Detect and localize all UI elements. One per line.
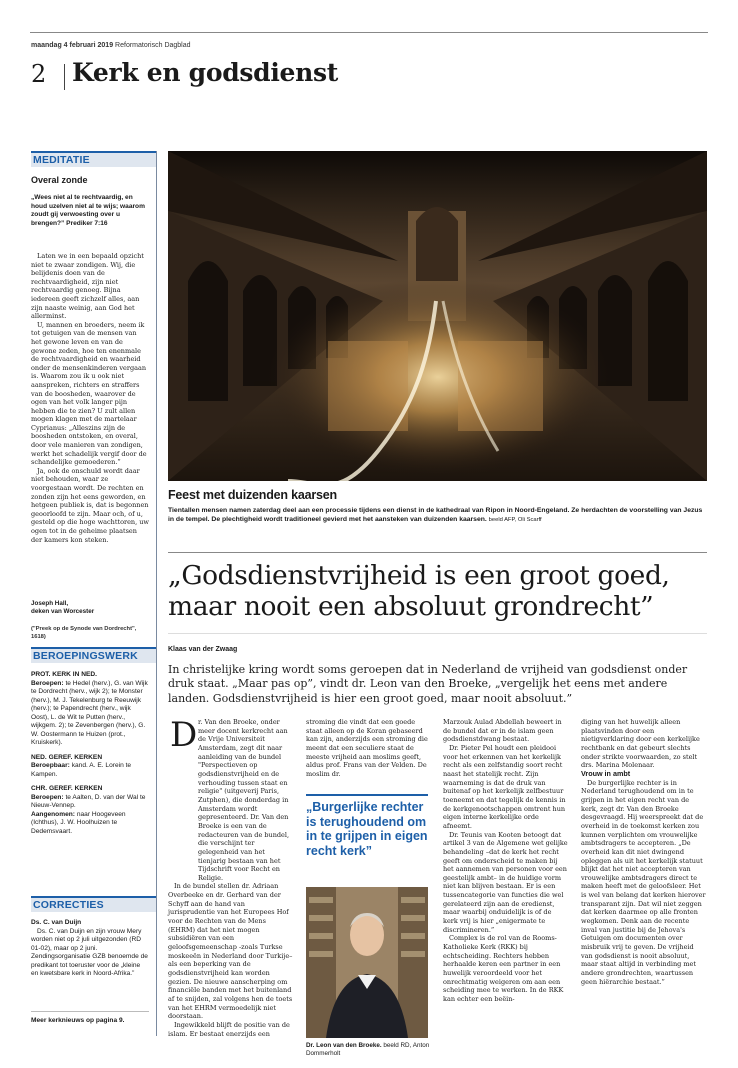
signature-role: deken van Worcester xyxy=(31,608,95,616)
dropcap: D xyxy=(170,715,198,755)
sidebar xyxy=(31,151,157,1036)
paragraph: stroming die vindt dat een goede staat alleen op de Koran gebaseerd kan zijn, anderzijds een stroming die meent dat een seculiere staat de meeste vrijheid aan moslims geeft, aldus prof. Frans van der Velden. De moslim dr. xyxy=(306,718,428,778)
portrait-credit: beeld RD, Anton Dommerholt xyxy=(306,1042,430,1057)
paragraph: De burgerlijke rechter is in Nederland terughoudend om in te grijpen in het eigen recht van de kerk, zegt dr. Van den Broeke desgevraagd. Hij weerspreekt dat de overheid in de toekomst kerken zou kunnen verplichten om vrouwelijke ambtsdragers te accepteren. „De overheid kan dit niet dwingend opleggen als uit het kerkelijk statuut blijkt dat het niet accepteren van vrouwelijke ambtsdragers direct te maken heeft met de geloofsleer. Het is wel van belang dat kerken hierover transparant zijn. Dat wil niet zeggen dat kerken daarmee op alle fronten wegkomen. Denk aan de recente inval van justitie bij de Jehova's Getuigen om documenten over misbruik vrij te geven. De vrijheid van godsdienst is nooit absoluut, maar staat altijd in verbinding met andere grondrechten, waartussen geen hiërarchie bestaat.” xyxy=(581,778,706,986)
correction-text: Ds. C. van Duijn en zijn vrouw Mery worden niet op 2 juli uitgezonden (RD 01-02), maar op 2 juni. Zendingsorganisatie GZB benoemde de predikant tot toeruster voor de „kleine en kwetsbare kerk in Noord-Afrika.” xyxy=(31,927,148,977)
byline: Klaas van der Zwaag xyxy=(168,646,238,653)
cathedral-photo-illustration xyxy=(168,151,707,481)
meditatie-paragraph: Ja, ook de onschuld wordt daar niet behouden, waar ze voorgestaan wordt. De rechten en zonden zijn het eens geworden, en hetgeen publiek is, dat is begonnen geoorloofd te zijn. Maar och, of u, gesteld op die hoge wachttoren, uw ogen tot in de geheime plaatsen der kamers kon steken. xyxy=(31,466,149,544)
meditatie-paragraph: Laten we in een bepaald opzicht niet te zwaar zondigen. Wij, die belijdenis doen van de rechtvaardigheid, zijn niet rechtvaardig genoeg. Bijna iedereen geeft zichzelf alles, aan zijn naaste weinig, aan God het allerminst. xyxy=(31,252,144,321)
column-3 xyxy=(443,718,568,1004)
paragraph: Marzouk Aulad Abdellah beweert in de bundel dat er in de islam geen godsdienstdwang bestaat. xyxy=(443,718,562,744)
column-2 xyxy=(306,718,430,779)
dateline xyxy=(31,42,191,49)
portrait-caption xyxy=(306,1042,431,1058)
church-name: PROT. KERK IN NED. xyxy=(31,671,97,678)
paragraph: Dr. Teunis van Kooten betoogt dat artikel 3 van de Algemene wet gelijke behandeling –dat de kerk het recht geeft om onderscheid te maken bij het aannemen van personen voor een geestelijk ambt– in de huidige vorm niet kan blijven bestaan. Er is een tussencategorie van functies die wel gerelateerd zijn aan de eredienst, maar waarbij onduidelijk is of de kerk vrij is hier „enigermate te discrimineren.” xyxy=(443,830,568,934)
meditatie-paragraph: U, mannen en broeders, neem ik tot getuigen van de mensen van het gewone leven en van de gewone zeden, hoe ten enenmale de rechtvaardigheid en waarheid onder de mensenkinderen vergaan is. Waarom zou ik u ook niet aanspreken, richters en straffers van de boosheden, waarover de ogen van het volk langer pijn hebben die te zien? U zult allen mogen klagen met de martelaar Cyprianus: „Alleszins zijn de boosheden ontstoken, en overal, door vele manieren van zondigen, werkt het schadelijk vergif door de schandelijke gemoederen.” xyxy=(31,320,147,467)
paragraph: Complex is de rol van de Rooms-Katholieke Kerk (RKK) bij echtscheiding. Rechters hebben herhaalde keren een partner in een huwelijk veroordeeld voor het onrechtmatig weigeren om aan een scheiding mee te werken. In de RKK kan echter een beëin- xyxy=(443,934,564,1003)
text: naar Hoogeveen (Ichthus), J. W. Hoolhuizen te Dedemsvaart. xyxy=(31,810,126,835)
meditatie-source: ("Preek op de Synode van Dordrecht", 1618) xyxy=(31,626,137,640)
top-rule xyxy=(30,32,708,33)
label: Beroepen: xyxy=(31,793,64,801)
meditatie-signature xyxy=(31,600,149,616)
article-intro: In christelijke kring wordt soms geroepen dat in Nederland de vrijheid van godsdienst onder druk staat. „Maar pas op”, vindt dr. Leon van den Broeke, „vergelijk het eens met andere landen. Godsdienstvrijheid is hier een groot goed, maar nooit absoluut.” xyxy=(168,663,688,705)
article-headline: „Godsdienstvrijheid is een groot goed, maar nooit een absoluut grondrecht” xyxy=(168,560,670,622)
meditatie-verse: „Wees niet al te rechtvaardig, en houd uzelven niet al te wijs; waarom zoudt gij verwoesting over u brengen?” Prediker 7:16 xyxy=(31,194,145,228)
subhead: Vrouw in ambt xyxy=(581,768,631,778)
divider xyxy=(168,552,707,553)
church-name: CHR. GEREF. KERKEN xyxy=(31,785,103,792)
label: Beroepen: xyxy=(31,679,64,687)
portrait-photo xyxy=(306,887,428,1038)
page-number: 2 xyxy=(31,60,47,88)
label: Aangenomen: xyxy=(31,810,75,818)
correcties-header: CORRECTIES xyxy=(31,896,156,912)
section-divider xyxy=(64,64,65,90)
text: te Aalten, D. van der Wal te Nieuw-Vennep. xyxy=(31,793,146,809)
signature-name: Joseph Hall, xyxy=(31,600,69,607)
photo-credit: beeld AFP, Oli Scarff xyxy=(488,517,542,524)
portrait-name: Dr. Leon van den Broeke. xyxy=(306,1042,382,1049)
cathedral-photo xyxy=(168,151,707,481)
paragraph: Dr. Pieter Pel houdt een pleidooi voor het erkennen van het kerkelijk recht als een zelfstandig soort recht naast het statelijk recht. Zijn waarneming is dat de druk van buitenaf op het kerkelijk zelfbestuur toeneemt en dat tegelijk de kennis in de kerkgenootschappen omtrent hun eigen interne kerkelijke orde afneemt. xyxy=(443,743,566,830)
text: kand. A. E. Lorein te Kampen. xyxy=(31,762,132,778)
beroepingswerk-body xyxy=(31,671,149,836)
section-title: Kerk en godsdienst xyxy=(72,58,339,87)
photo-caption xyxy=(168,506,707,526)
pull-quote: „Burgerlijke rechter is terughoudend om in te grijpen in eigen recht kerk” xyxy=(306,794,428,858)
paragraph: Ingewikkeld blijft de positie van de islam. Er bestaat enerzijds een xyxy=(168,1020,290,1038)
meditatie-body xyxy=(31,252,149,544)
paper-name: Reformatorisch Dagblad xyxy=(115,42,191,49)
date: maandag 4 februari 2019 xyxy=(31,42,114,49)
paragraph: r. Van den Broeke, onder meer docent kerkrecht aan de Vrije Universiteit Amsterdam, zegt dit naar aanleiding van de bundel "Perspectieven op godsdienstvrijheid en de verhouding tussen staat en religie" (uitgeverij Paris, Zutphen), die donderdag in Amsterdam wordt gepresenteerd. Dr. Van den Broeke is een van de redacteuren van de bundel, die verschijnt ter gelegenheid van het tienjarig bestaan van het Tijdschrift voor Recht en Religie. xyxy=(198,718,290,882)
correcties-body xyxy=(31,919,149,979)
photo-title: Feest met duizenden kaarsen xyxy=(168,488,337,502)
divider xyxy=(168,633,707,634)
correction-title: Ds. C. van Duijn xyxy=(31,919,82,926)
more-news-link[interactable]: Meer kerknieuws op pagina 9. xyxy=(31,1017,125,1024)
text: te Hedel (herv.), G. van Wijk te Dordrecht (herv., wijk 2); te Monster (herv.), M. J. Tekelenburg te Reeuwijk (herv.); te Papendrecht (herv., wijk Oost), L. de Wit te Putten (herv., wijkgem. 2); te Zevenbergen (herv.), G. W. Oostermann te Huizen (prot., Kruiskerk). xyxy=(31,679,148,746)
paragraph: In de bundel stellen dr. Adriaan Overbeeke en dr. Gerhard van der Schyff aan de hand van jurisprudentie van het Europees Hof voor de Rechten van de Mens (EHRM) dat het niet mogen subsidiëren van een geloofsgemeenschap -zoals Turkse moskeeën in Nederland door Turkije– als een beperking van de godsdienstvrijheid kan worden gezien. De nieuwe aanscherping om financiële banden met het buitenland af te snijden, zal volgens hen de toets van het EHRM vermoedelijk niet doorstaan. xyxy=(168,882,293,1021)
church-name: NED. GEREF. KERKEN xyxy=(31,753,103,761)
paragraph: diging van het huwelijk alleen plaatsvinden door een nietigverklaring door een kerkelijke rechtbank en dat gebeurt slechts onder strikte voorwaarden, zo stelt drs. Marina Molenaar. xyxy=(581,718,700,770)
divider xyxy=(31,1011,149,1012)
beroepingswerk-header: BEROEPINGSWERK xyxy=(31,647,156,663)
column-4 xyxy=(581,718,706,986)
portrait-illustration xyxy=(306,887,428,1038)
caption-text: Tientallen mensen namen zaterdag deel aan een processie tijdens een dienst in de kathedraal van Ripon in Noord-Engeland. Ze herdachten de voorstelling van Jezus in de tempel. De plechtigheid wordt traditioneel gevierd met het aansteken van duizenden kaarsen. xyxy=(168,507,703,524)
meditatie-title: Overal zonde xyxy=(31,175,88,185)
meditatie-header: MEDITATIE xyxy=(31,151,156,167)
column-1 xyxy=(168,715,293,1038)
label: Beroepbaar: xyxy=(31,762,70,769)
